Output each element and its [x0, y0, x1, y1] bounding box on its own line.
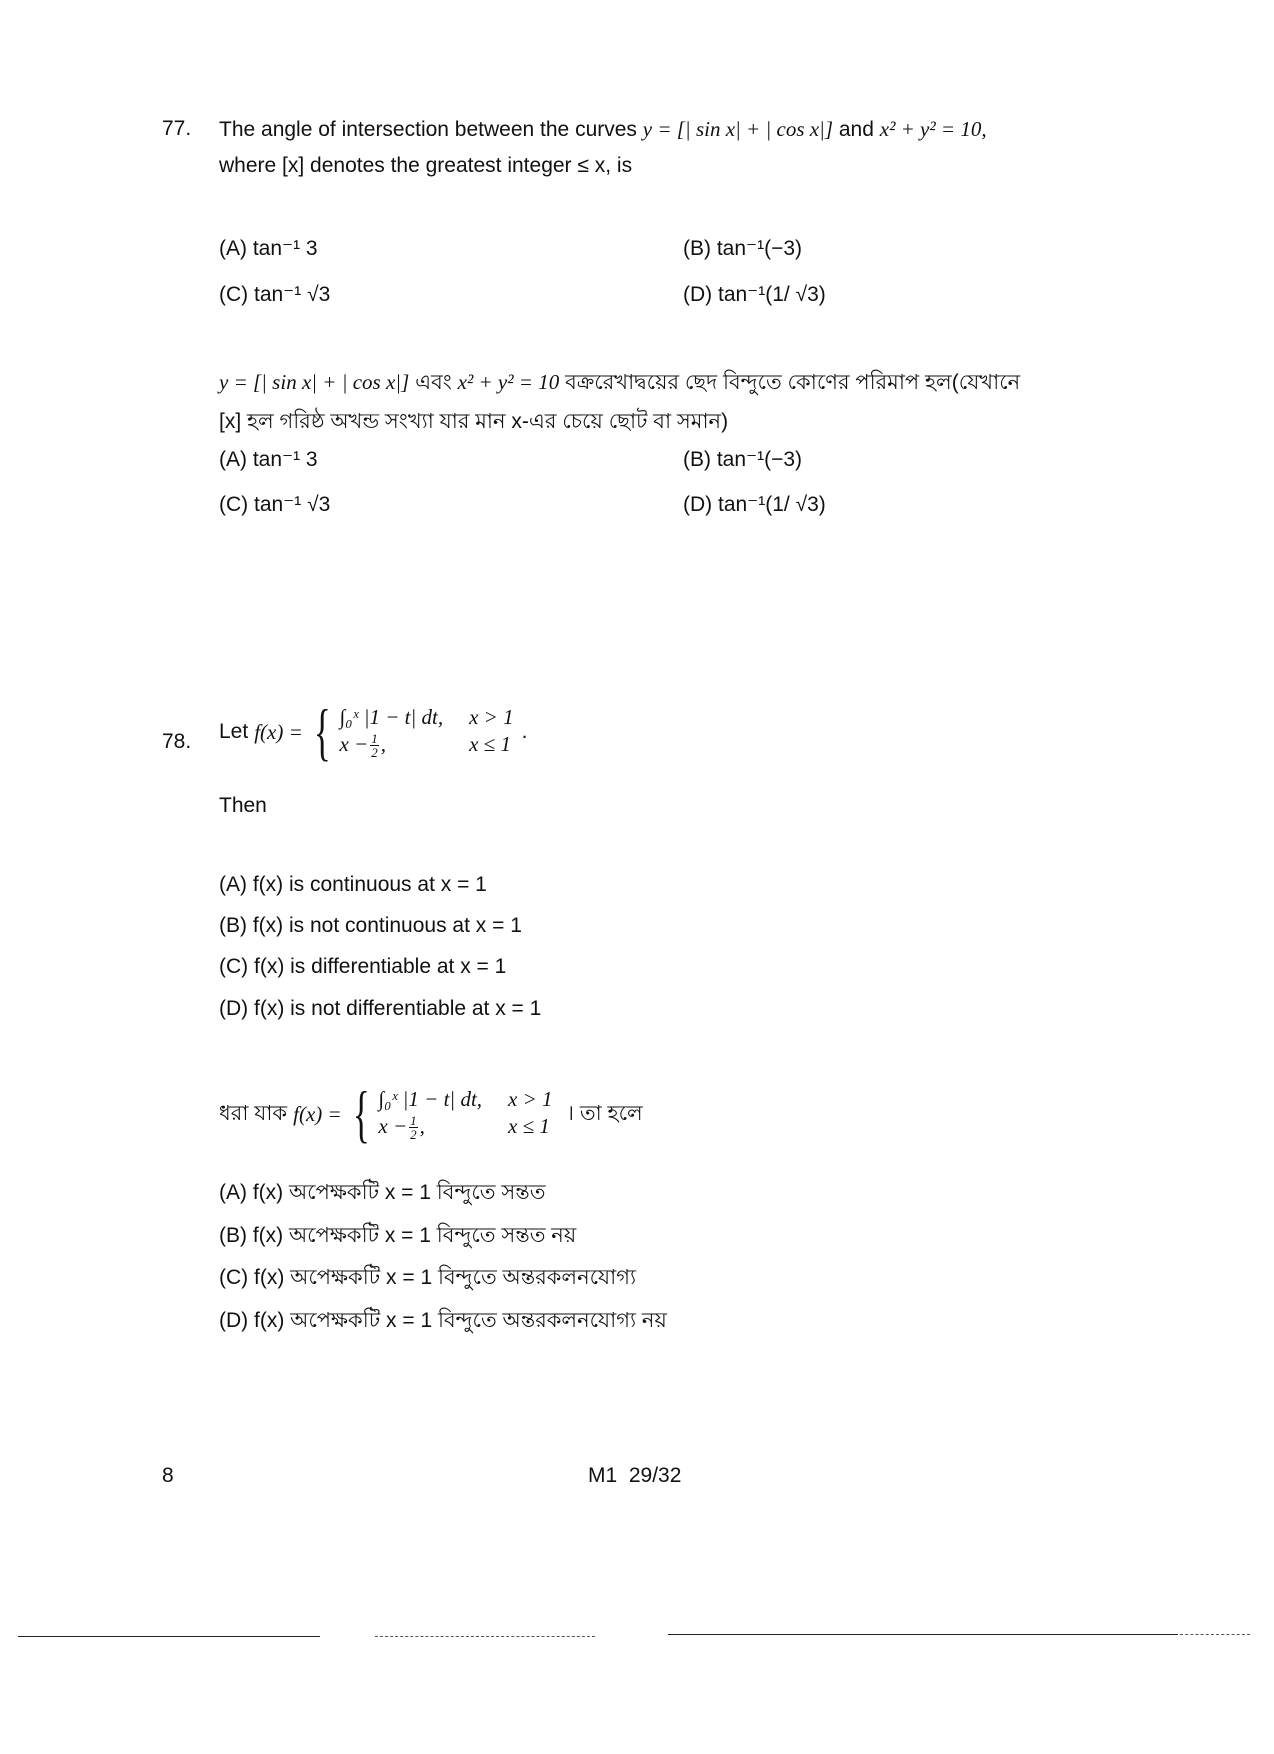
q78-option-d-bn: (D) f(x) অপেক্ষকটি x = 1 বিন্দুতে অন্তরকলনযোগ্য নয় [219, 1309, 667, 1332]
q78-bn-case1-expr: ∫₀ˣ |1 − t| dt, [378, 1086, 483, 1111]
bottom-rule-right [668, 1634, 1178, 1635]
q77-curve-circle: x² + y² = 10, [879, 117, 987, 141]
q78-bn-fx: f(x) = [293, 1101, 342, 1126]
q78-definition [219, 696, 528, 767]
q77-option-c-bn: (C) tan⁻¹ √3 [219, 493, 331, 516]
q78-bn-frac: $\frac{1}{2}$ [410, 1113, 417, 1143]
q77-stem-line2: where [x] denotes the greatest integer ≤ x, is [219, 154, 633, 177]
q78-brace: { [313, 696, 331, 767]
q77-bn-curve-y: y = [| sin x| + | cos x|] [219, 370, 410, 394]
q78-case2-expr: x − $\frac{1}{2}$ , [339, 731, 386, 761]
q78-frac: $\frac{1}{2}$ [371, 731, 378, 761]
q78-bn-brace: { [352, 1078, 370, 1149]
q78-number: 78. [162, 730, 192, 753]
q78-case1-cond: x > 1 [469, 704, 514, 729]
bottom-rule-tail [1180, 1634, 1250, 1635]
q77-stem-line1 [219, 117, 987, 142]
q78-case1-expr: ∫₀ˣ |1 − t| dt, [339, 704, 444, 729]
q77-bn-rest: বক্ররেখাদ্বয়ের ছেদ বিন্দুতে কোণের পরিমাপ হল(যেখানে [565, 371, 1021, 394]
q78-option-c-en: (C) f(x) is differentiable at x = 1 [219, 955, 507, 978]
q78-option-a-bn: (A) f(x) অপেক্ষকটি x = 1 বিন্দুতে সন্তত [219, 1181, 546, 1204]
q77-stem-pre: The angle of intersection between the curves [219, 118, 637, 141]
footer-code: M1 [588, 1464, 618, 1487]
q77-option-a-en: (A) tan⁻¹ 3 [219, 237, 318, 260]
q78-case2-cond: x ≤ 1 [469, 731, 511, 756]
footer-page: 29/32 [628, 1464, 682, 1487]
q78-option-b-en: (B) f(x) is not continuous at x = 1 [219, 914, 522, 937]
q77-curve-y: y = [| sin x| + | cos x|] [642, 117, 834, 141]
q78-bn-case2-expr: x − $\frac{1}{2}$ , [378, 1113, 425, 1143]
q77-option-d-bn: (D) tan⁻¹(1/ √3) [683, 493, 826, 516]
q78-bn-case2-cond: x ≤ 1 [508, 1113, 550, 1138]
q77-and: and [838, 118, 874, 141]
q78-option-a-en: (A) f(x) is continuous at x = 1 [219, 873, 487, 896]
footer-page-mark: 8 [162, 1464, 174, 1487]
q78-bn-let: ধরা যাক [219, 1101, 288, 1125]
q77-option-b-bn: (B) tan⁻¹(−3) [683, 448, 803, 471]
q77-option-b-en: (B) tan⁻¹(−3) [683, 237, 803, 260]
bottom-rule-left [18, 1636, 320, 1637]
q78-then: Then [219, 794, 267, 817]
q77-option-c-en: (C) tan⁻¹ √3 [219, 283, 331, 306]
q77-bn-curve-circle: x² + y² = 10 [457, 370, 560, 394]
q77-bn-line2: [x] হল গরিষ্ঠ অখন্ড সংখ্যা যার মান x-এর চেয়ে ছোট বা সমান) [219, 410, 729, 433]
q77-bn-and: এবং [415, 371, 452, 394]
bottom-rule-middle [375, 1636, 595, 1637]
q78-bn-cases [378, 1087, 552, 1142]
q78-option-d-en: (D) f(x) is not differentiable at x = 1 [219, 997, 542, 1020]
q78-option-c-bn: (C) f(x) অপেক্ষকটি x = 1 বিন্দুতে অন্তরকলনযোগ্য [219, 1266, 637, 1289]
q78-fx: f(x) = [254, 719, 303, 744]
q77-option-a-bn: (A) tan⁻¹ 3 [219, 448, 318, 471]
q78-let: Let [219, 720, 249, 743]
q78-bn-then: । তা হলে [566, 1101, 643, 1125]
q78-option-b-bn: (B) f(x) অপেক্ষকটি x = 1 বিন্দুতে সন্তত নয় [219, 1224, 577, 1247]
q77-bn-line1 [219, 366, 1020, 401]
q77-number: 77. [162, 117, 192, 140]
q77-option-d-en: (D) tan⁻¹(1/ √3) [683, 283, 826, 306]
q78-bn-case1-cond: x > 1 [508, 1086, 553, 1111]
q78-bn-definition [219, 1078, 643, 1149]
q78-cases [339, 705, 513, 760]
footer-page-info [588, 1464, 681, 1488]
q78-period: . [521, 720, 528, 743]
